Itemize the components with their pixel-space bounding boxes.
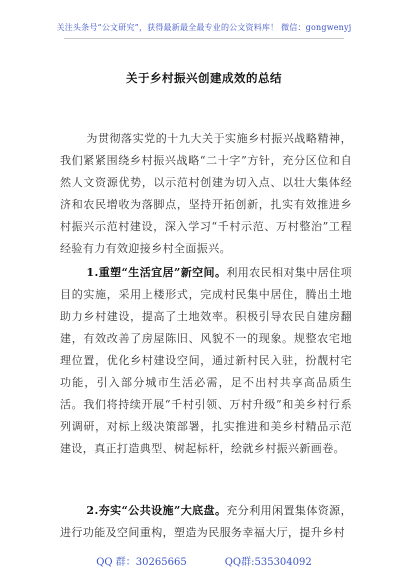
- document-title: 关于乡村振兴创建成效的总结: [126, 71, 282, 85]
- footer-qq-group-right: QQ群:535304092: [224, 557, 312, 568]
- section-1-body: 利用农民相对集中居住项目的实施，采用上楼形式，完成村民集中居住，腾出土地助力乡村建设，提高了土地效率。积极引导农民自建房翻建，有效改善了房屋陈旧、风貌不一的现象。规整农宅地理位置，优化乡村建设空间，通过新村民入驻，扮靓村宅功能，引入部分城市生活必需，足不出村共享高品质生活。我们将持续开展“千村引领、万村升级”和美乡村行系列调研，对标上级决策部署，扎实推进和美乡村精品示范建设，真正打造典型、树起标杆，绘就乡村振兴新画卷。: [60, 266, 352, 455]
- footer-contacts: [0, 553, 408, 568]
- section-2-paragraph: [60, 500, 352, 544]
- footer-qq-group-left: QQ 群：30265665: [96, 557, 187, 568]
- section-2-heading: 2.夯实“公共设施”大底盘。: [86, 504, 227, 517]
- section-1-paragraph: [60, 262, 352, 460]
- intro-paragraph: 为贯彻落实党的十九大关于实施乡村振兴战略精神，我们紧紧围绕乡村振兴战略“二十字”方针，充分区位和自然人文资源优势，以示范村创建为切入点、以壮大集体经济和农民增收为落脚点，坚持开拓创新，扎实有效推进乡村振兴示范村建设，深入学习“千村示范、万村整治”工程经验有力有效迎接乡村全面振兴。: [60, 132, 352, 255]
- section-1-heading: 1.重塑“生活宜居”新空间。: [86, 266, 227, 279]
- section-2-body: 充分利用闲置集体资源，进行功能及空间重构，塑造为民服务幸福大厅，提升乡村: [60, 504, 352, 539]
- header-divider: [64, 38, 344, 39]
- header-banner: 关注头条号“公文研究”，获得最新最全最专业的公文资料库！ 微信：gongwenyj: [56, 23, 352, 32]
